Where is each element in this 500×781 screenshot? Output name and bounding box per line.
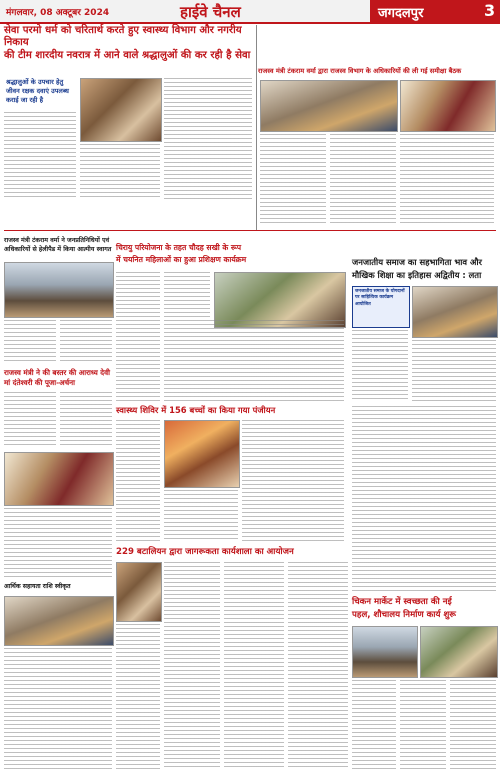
story5-highlight-box (352, 286, 410, 328)
issue-date: मंगलवार, 08 अक्टूबर 2024 (6, 8, 110, 18)
story3-text-col2 (60, 320, 112, 364)
story10-headline: आर्थिक सहायता राशि स्वीकृत (4, 583, 71, 590)
story7-text-col2 (242, 420, 344, 542)
story5-headline-line2: मौखिक शिक्षा का इतिहास अद्वितीय : लता (352, 270, 482, 280)
story5-box-title: जनजातीय समाज के योगदानों पर साहित्यिक कार्यक्रम आयोजित (355, 289, 405, 307)
story6-text-col2 (60, 392, 112, 448)
story7-text-col3 (164, 490, 238, 542)
story10-photo (4, 596, 114, 646)
story4-headline-line2: में चयनित महिलाओं का हुआ प्रशिक्षण कार्यक्रम (116, 255, 247, 264)
story7-headline: स्वास्थ्य शिविर में 156 बच्चों का किया गया पंजीयन (116, 405, 276, 415)
story9-photo-market (352, 626, 418, 678)
story5-photo-event (412, 286, 498, 338)
story5-text-col1 (352, 330, 408, 402)
story8-text-col1 (164, 562, 220, 770)
story6-headline: राजस्व मंत्री ने की बस्तर की आराध्य देवी मां दंतेश्वरी की पूजा-अर्चना (4, 368, 110, 387)
story9-text-col3 (450, 680, 496, 770)
story2-text-col2 (330, 134, 396, 226)
story4-headline-line1: चिरायु परियोजना के तहत चौदह सखी के रूप (116, 243, 242, 252)
story9-text-col2 (400, 680, 446, 770)
story4-text-col3 (164, 320, 344, 402)
story2-text-col1 (260, 134, 326, 226)
newspaper-title: हाईवे चैनल (180, 3, 241, 21)
story5-text-col2 (412, 340, 496, 402)
story1-text-col3 (164, 78, 252, 200)
story10-text (4, 648, 112, 770)
city-name: जगदलपुर (378, 6, 424, 21)
story8-headline: 229 बटालियन द्वारा जागरूकता कार्यशाला का आयोजन (116, 547, 294, 557)
story9-headline-line1: चिकन मार्केट में स्वच्छता की नई (352, 597, 452, 607)
story8-text-col0 (116, 624, 160, 770)
story2-photo-officials (400, 80, 496, 132)
story3-text-col1 (4, 320, 56, 364)
story2-headline: राजस्व मंत्री टंकराम वर्मा द्वारा राजस्व विभाग के अधिकारियों की ली गई समीक्षा बैठक (258, 67, 462, 75)
story7-photo-children (164, 420, 240, 488)
story8-text-col2 (224, 562, 284, 770)
story5-headline: जनजातीय समाज का सहभागिता भाव और (352, 257, 482, 267)
page-number: 3 (484, 1, 496, 20)
story2-photo-meeting (260, 80, 398, 132)
story1-headline-line1: सेवा परमो धर्म को चरितार्थ करते हुए स्वास्थ्य विभाग और नगरीय निकाय (4, 25, 242, 48)
story5-continued-text (352, 406, 496, 592)
column-divider (256, 25, 257, 230)
left-note-text (4, 508, 112, 578)
story4-text-col2 (164, 272, 210, 318)
story1-text-col1 (4, 112, 76, 200)
story8-photo-group (116, 562, 162, 622)
story3-headline: राजस्व मंत्री टंकराम वर्मा ने जनप्रतिनिधियों एवं अधिकारियों से हेलीपैड में किया आत्मीय स्वागत (4, 237, 112, 253)
story9-photo-construction (420, 626, 498, 678)
story6-photo-temple (4, 452, 114, 506)
story6-text-col1 (4, 392, 56, 448)
story9-text-col1 (352, 680, 396, 770)
story4-text-col1 (116, 272, 160, 402)
story8-text-col3 (288, 562, 348, 770)
story1-text-col2 (80, 144, 160, 200)
story9-headline-line2: पहल, शौचालय निर्माण कार्य शुरू (352, 610, 456, 620)
story1-headline-line2: की टीम शारदीय नवरात्र में आने वाले श्रद्धालुओं की कर रही है सेवा (4, 50, 251, 61)
story7-text-col1 (116, 420, 160, 542)
story1-subhead: श्रद्धालुओं के उपचार हेतु जीवन रक्षक दवाएं उपलब्ध कराई जा रही है (6, 78, 69, 104)
story2-text-col3 (400, 134, 494, 226)
story3-photo-helipad (4, 262, 114, 318)
section-rule (4, 230, 496, 231)
story1-photo (80, 78, 162, 142)
